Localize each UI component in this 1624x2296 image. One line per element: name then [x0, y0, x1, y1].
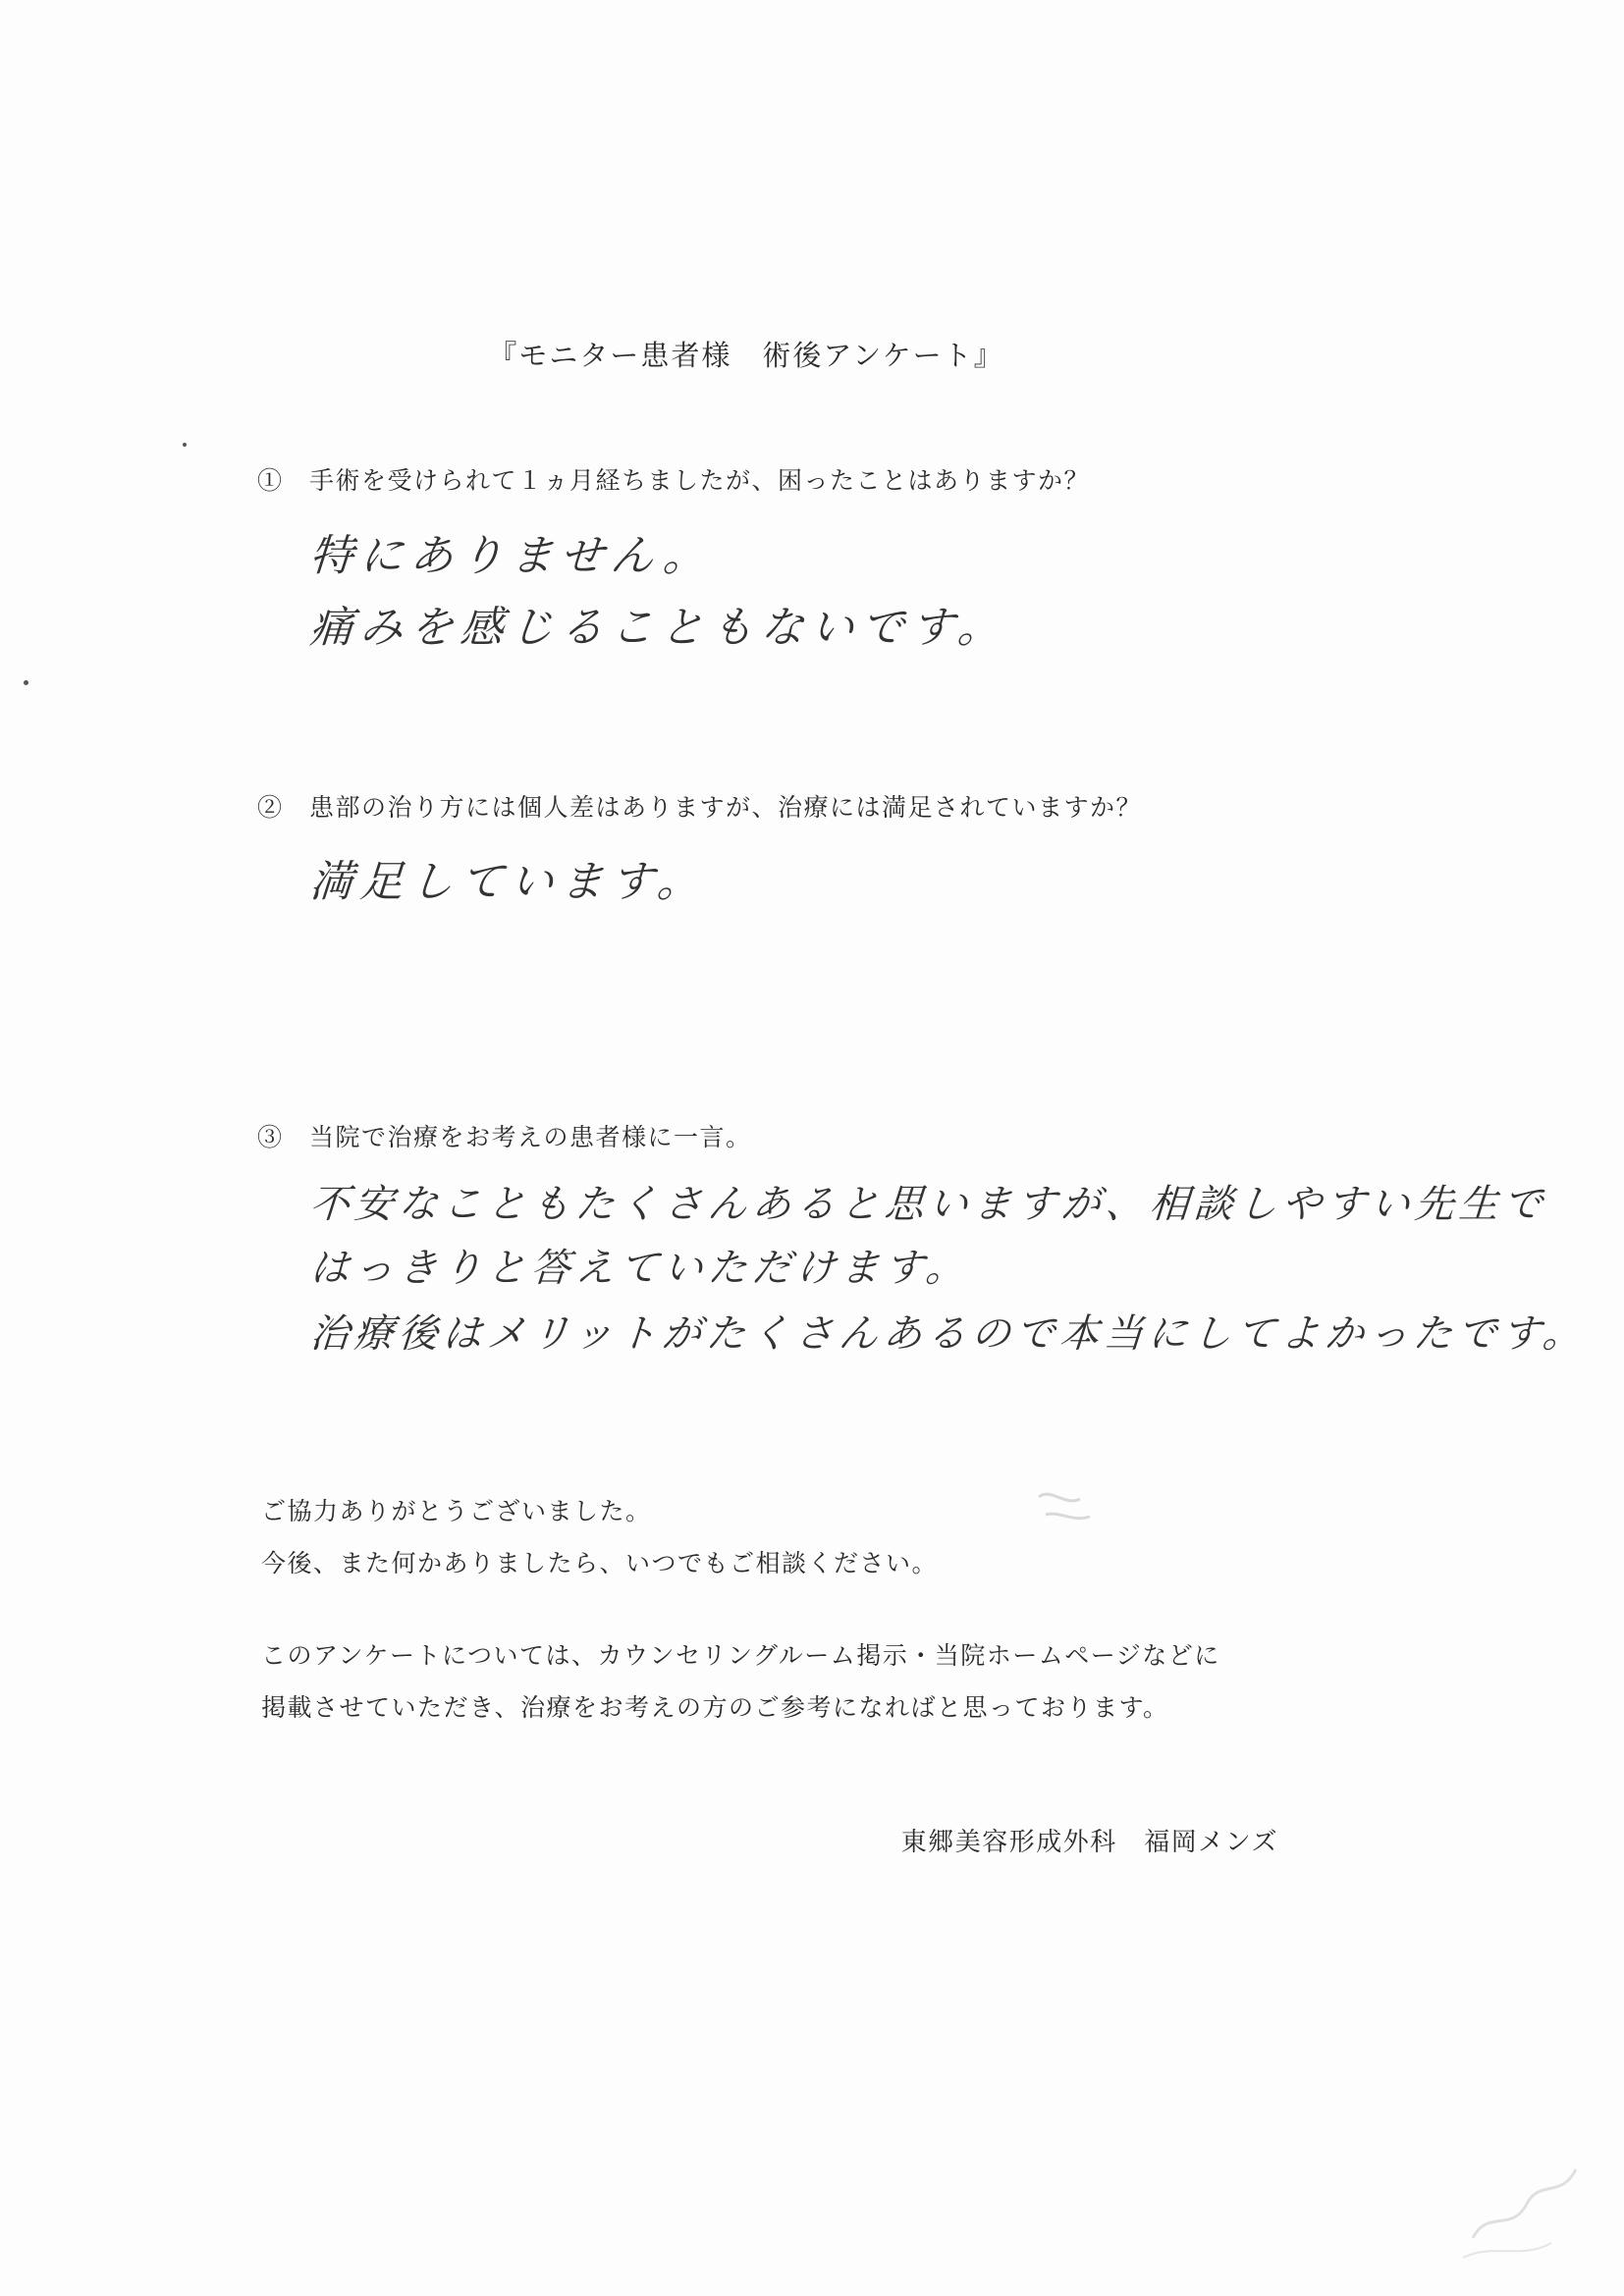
- question-1-answer-line-2: 痛みを感じることもないです。: [307, 603, 1009, 653]
- question-2-answer-line-1: 満足しています。: [307, 857, 709, 907]
- question-3-label: ③ 当院で治療をお考えの患者様に一言。: [257, 1123, 752, 1151]
- question-3-answer-line-3: 治療後はメリットがたくさんあるので本当にしてよかったです。: [308, 1311, 1589, 1357]
- scan-speck: [24, 680, 28, 685]
- question-1-answer-line-1: 特にありません。: [307, 531, 716, 581]
- scan-smudge: [1031, 1477, 1100, 1536]
- survey-title: 『モニター患者様 術後アンケート』: [488, 339, 1004, 372]
- question-2-label: ② 患部の治り方には個人差はありますが、治療には満足されていますか？: [257, 793, 1143, 822]
- question-3-answer-line-1: 不安なこともたくさんあると思いますが、相談しやすい先生で: [308, 1182, 1549, 1227]
- scan-speck: [183, 443, 187, 447]
- clinic-signature: 東郷美容形成外科 福岡メンズ: [900, 1828, 1278, 1857]
- closing-thanks: ご協力ありがとうございました。: [261, 1497, 652, 1525]
- closing-publication-note-2: 掲載させていただき、治療をお考えの方のご参考になればと思っております。: [261, 1693, 1169, 1722]
- question-3-answer-line-2: はっきりと答えていただけます。: [308, 1246, 972, 1291]
- question-1-label: ① 手術を受けられて１ヵ月経ちましたが、困ったことはありますか？: [257, 466, 1091, 495]
- closing-publication-note-1: このアンケートについては、カウンセリングルーム掲示・当院ホームページなどに: [261, 1641, 1220, 1670]
- closing-consult: 今後、また何かありましたら、いつでもご相談ください。: [261, 1549, 939, 1577]
- faint-stamp-mark: [1453, 2150, 1591, 2268]
